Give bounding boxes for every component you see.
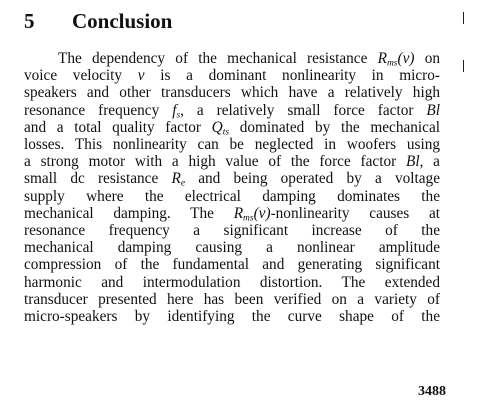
paragraph-line: resonance frequency a significant increase of the bbox=[24, 222, 440, 240]
paragraph-line: small dc resistance $R_e$ and being operated by a voltage bbox=[24, 170, 440, 189]
paragraph-line: a strong motor with a high value of the force factor Bl, a bbox=[24, 153, 440, 171]
paragraph-line: The dependency of the mechanical resistance $R_{ms}(v)$ on bbox=[58, 50, 440, 69]
paragraph-line: transducer presented here has been verified on a variety of bbox=[24, 290, 440, 308]
conclusion-paragraph bbox=[24, 50, 440, 325]
change-bar bbox=[463, 12, 464, 24]
paragraph-line: speakers and other transducers which have a relatively high bbox=[24, 84, 440, 102]
page-number: 3488 bbox=[418, 384, 446, 399]
paragraph-line: and a total quality factor $Q_{ts}$ dominated by the mechanical bbox=[24, 118, 440, 138]
section-number: 5 bbox=[24, 9, 35, 33]
paragraph-line: micro-speakers by identifying the curve shape of the bbox=[24, 308, 440, 326]
section-heading bbox=[24, 8, 172, 34]
paragraph-line: harmonic and intermodulation distortion. The extended bbox=[24, 273, 440, 291]
section-title: Conclusion bbox=[72, 9, 173, 33]
paragraph-line: mechanical damping. The $R_{ms}(v)$-nonlinearity causes at bbox=[24, 204, 440, 224]
paragraph-line: mechanical damping causing a nonlinear amplitude bbox=[24, 239, 440, 257]
paragraph-line: voice velocity v is a dominant nonlinearity in micro- bbox=[24, 67, 440, 85]
change-bar bbox=[463, 60, 464, 72]
paragraph-line: losses. This nonlinearity can be neglected in woofers using bbox=[24, 136, 440, 154]
paragraph-line: supply where the electrical damping dominates the bbox=[24, 187, 440, 205]
paragraph-line: compression of the fundamental and generating significant bbox=[24, 256, 440, 274]
paragraph-line: resonance frequency $f_s$, a relatively small force factor Bl bbox=[24, 101, 440, 120]
